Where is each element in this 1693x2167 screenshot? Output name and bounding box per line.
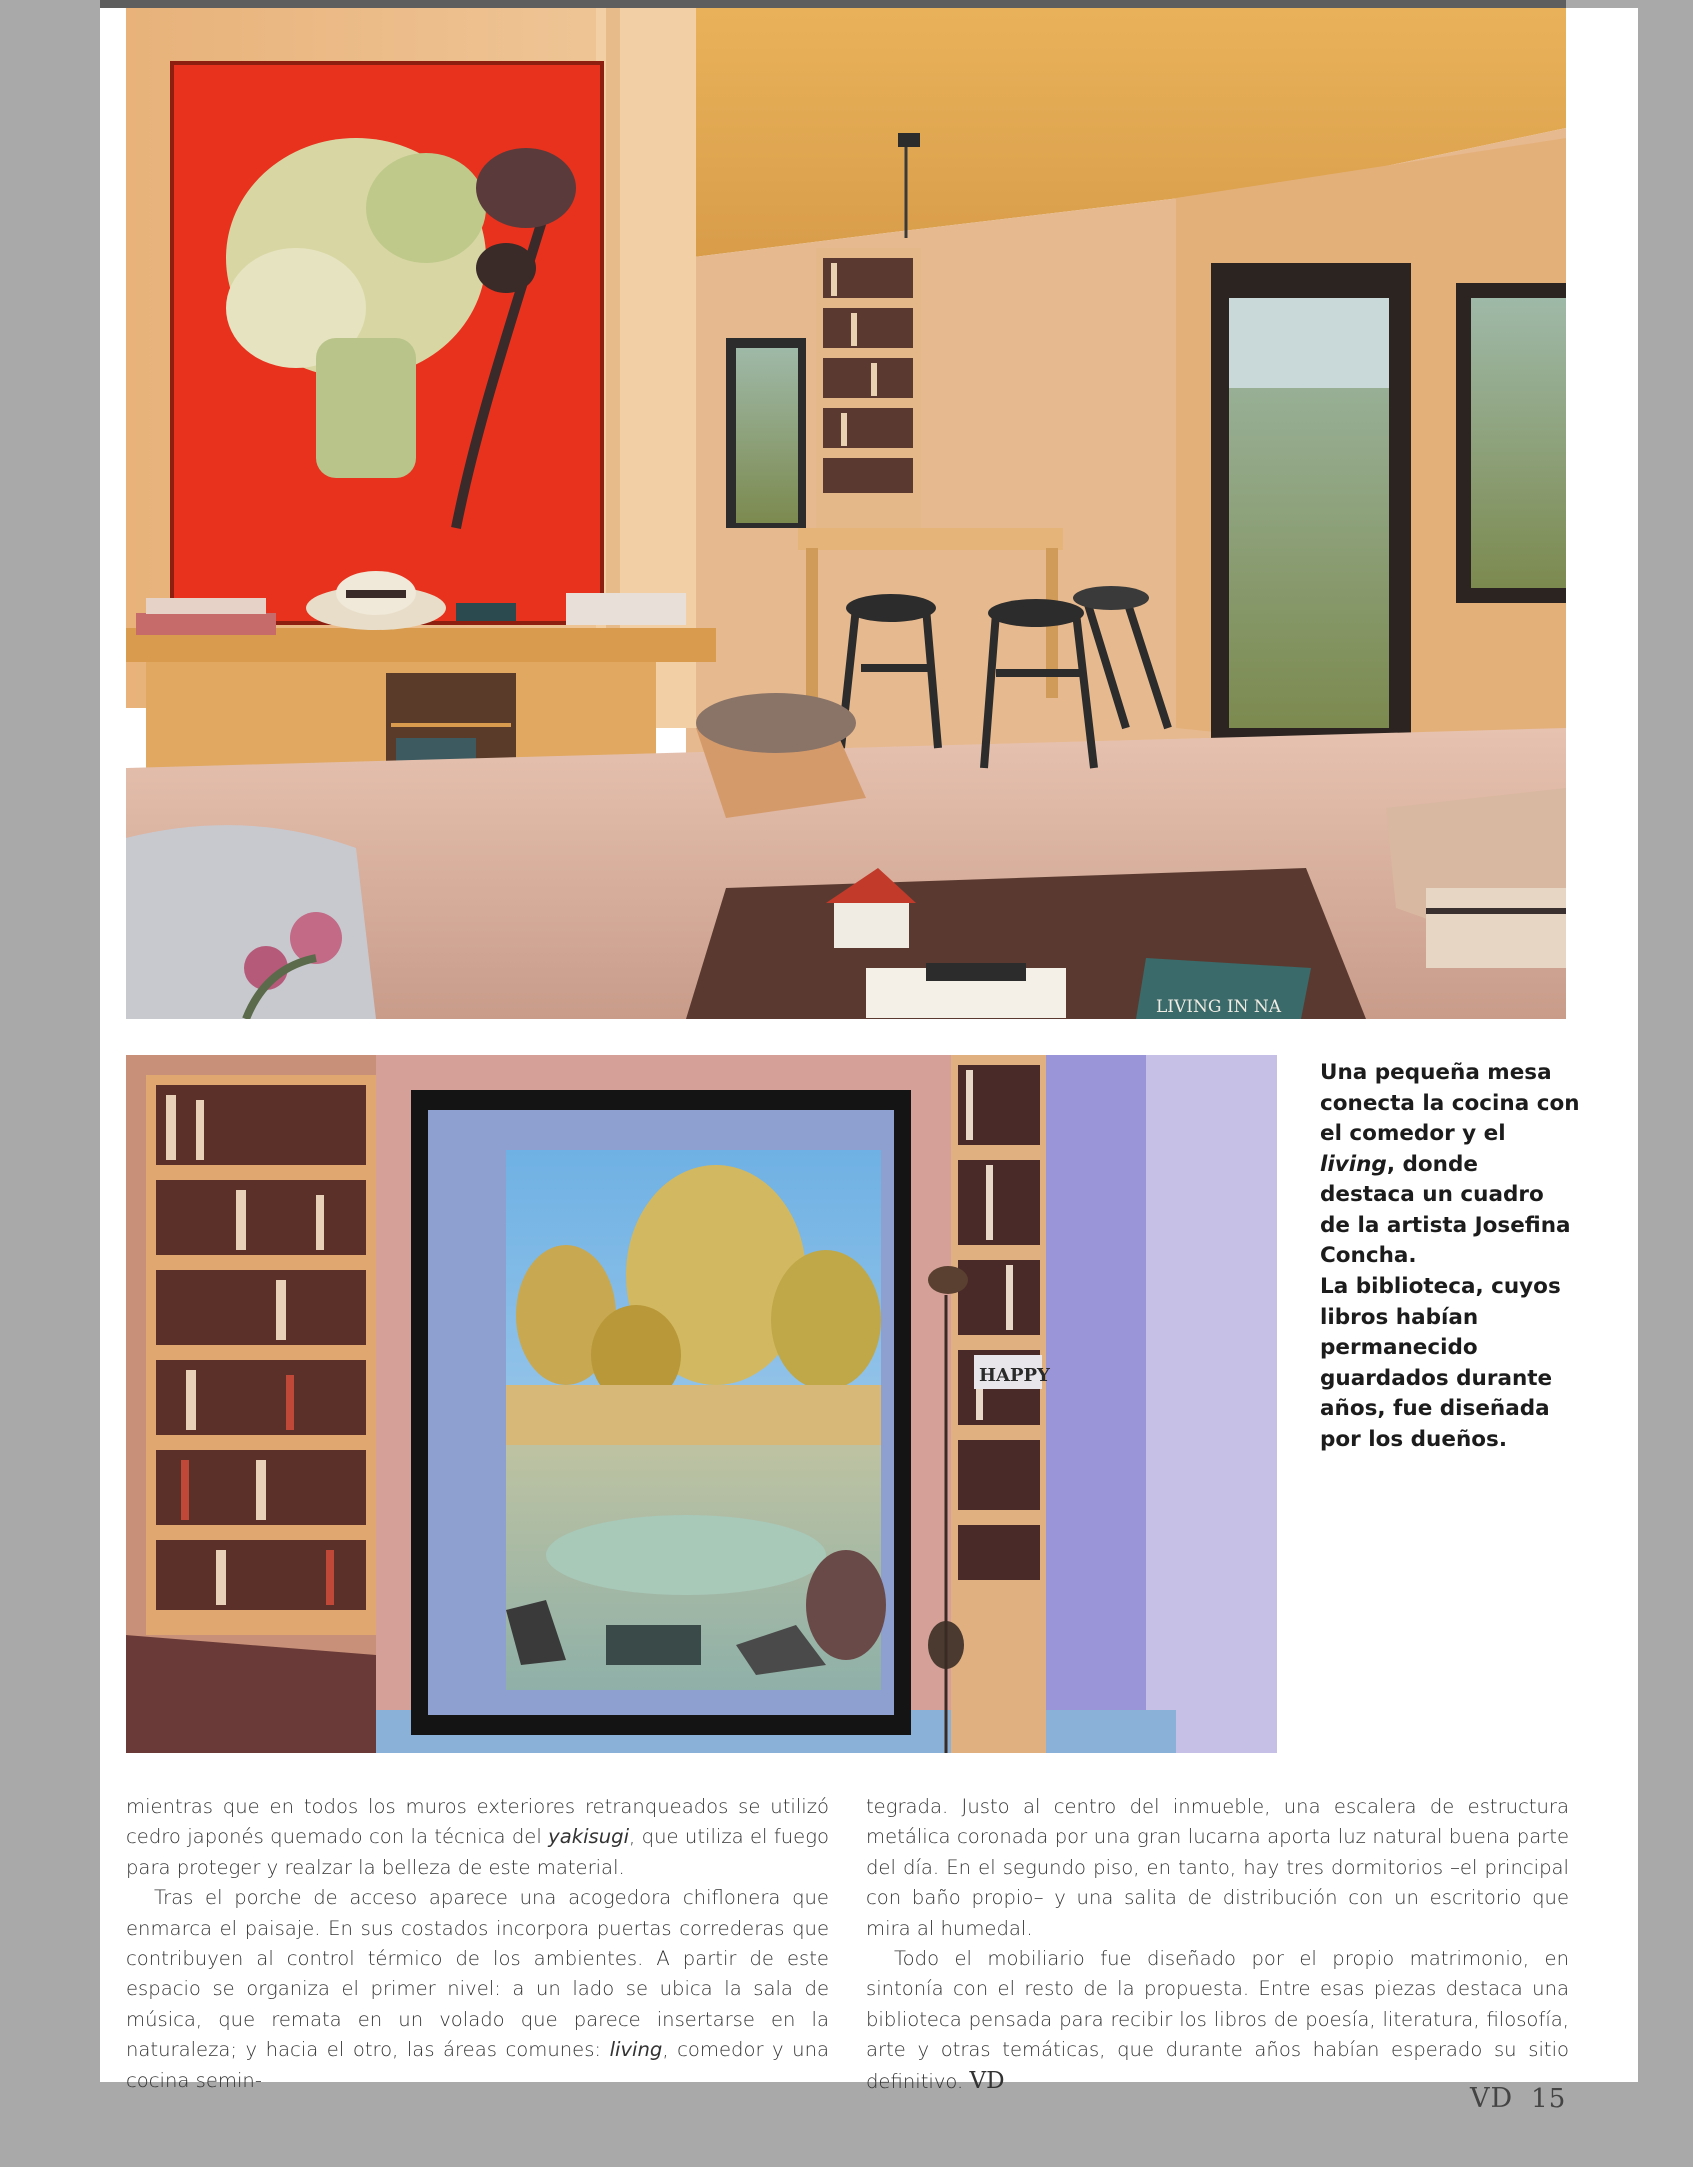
page-number: 15 xyxy=(1531,2084,1567,2114)
left-p2-italic: living xyxy=(609,2038,663,2062)
left-p1-text-a: mientras que en todos los muros exteriores retranqueados se utilizó cedro japonés quemado con la técnica del xyxy=(126,1795,829,1849)
left-paragraph-1 xyxy=(126,1792,829,1883)
happy-sign-text: HAPPY xyxy=(979,1365,1050,1386)
body-column-left xyxy=(126,1792,829,2096)
caption-dining-text-b: , donde destaca un cuadro de la artista Josefina Concha. xyxy=(1320,1151,1571,1268)
top-edge-bar xyxy=(100,0,1566,8)
living-room-photo xyxy=(126,8,1566,1019)
left-p2-text-a: Tras el porche de acceso aparece una acogedora chiflonera que enmarca el paisaje. En sus costados incorpora puertas correderas que contribuyen al control térmico de los ambientes. A partir de este espacio se organiza el primer nivel: a un lado se ubica la sala de música, que remata en un volado que parece insertarse en la naturaleza; y hacia el otro, las áreas comunes: xyxy=(126,1886,829,2062)
left-p1-text-b: , que utiliza el fuego para proteger y realzar la belleza de este material. xyxy=(126,1825,829,1879)
page-folio xyxy=(1470,2083,1566,2114)
right-paragraph-1: tegrada. Justo al centro del inmueble, una escalera de estructura metálica coronada por una gran lucarna aporta luz natural buena parte del día. En el segundo piso, en tanto, hay tres dormitorios –el principal con baño propio– y una salita de distribución con un escritorio que mira al humedal. xyxy=(866,1795,1569,1940)
right-p2-text: Todo el mobiliario fue diseñado por el propio matrimonio, en sintonía con el resto de la propuesta. Entre esas piezas destaca una biblioteca pensada para recibir los libros de poesía, literatura, filosofía, arte y otras temáticas, que durante años habían esperado su sitio definitivo. xyxy=(866,1947,1569,2093)
library-illustration xyxy=(126,1055,1277,1753)
book-cover-text: LIVING IN NA xyxy=(1156,997,1282,1017)
left-paragraph-2 xyxy=(126,1883,829,2096)
left-p1-italic: yakisugi xyxy=(548,1825,630,1849)
caption-dining xyxy=(1320,1058,1580,1272)
living-room-illustration xyxy=(126,8,1566,1019)
library-photo xyxy=(126,1055,1277,1753)
caption-library: La biblioteca, cuyos libros habían permanecido guardados durante años, fue diseñada por los dueños. xyxy=(1320,1274,1561,1452)
body-column-right xyxy=(866,1792,1569,2097)
left-p2-text-b: , comedor y una cocina semin- xyxy=(126,2038,829,2092)
caption-dining-italic: living xyxy=(1320,1151,1387,1177)
folio-brand: VD xyxy=(1470,2083,1514,2114)
caption-dining-text-a: Una pequeña mesa conecta la cocina con el comedor y el xyxy=(1320,1060,1580,1146)
right-paragraph-2 xyxy=(866,1944,1569,2097)
end-mark: VD xyxy=(969,2067,1005,2094)
